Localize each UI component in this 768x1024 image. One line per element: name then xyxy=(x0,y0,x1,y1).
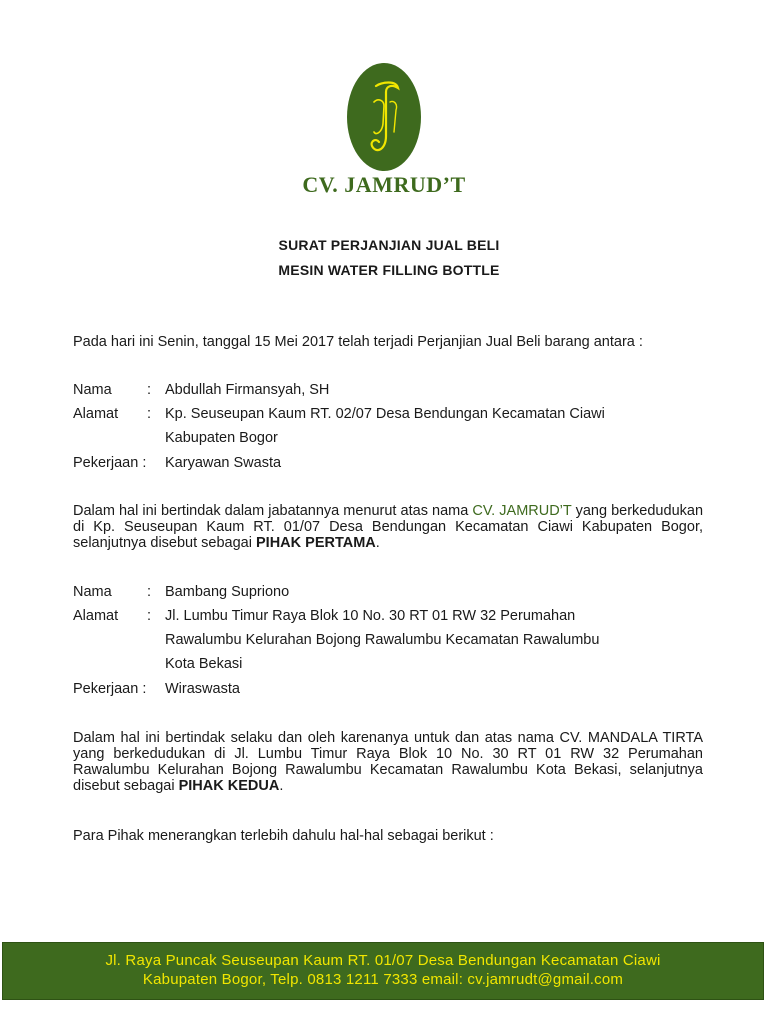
party2-desc-end: . xyxy=(279,778,284,794)
jamrudt-logo xyxy=(346,62,422,172)
colon: : xyxy=(147,584,152,600)
footer-address: Jl. Raya Puncak Seuseupan Kaum RT. 01/07 Desa Bendungan Kecamatan Ciawi xyxy=(105,952,661,969)
party1-alamat-line: Kabupaten Bogor xyxy=(165,430,278,446)
company-name: CV. JAMRUD’T xyxy=(302,172,466,197)
party1-desc-text: yang berkedudukan di Kp. Seuseupan Kaum RT. 01/07 Desa Bendungan Kecamatan Ciawi Kabupaten Bogor, selanjutnya disebut sebagai xyxy=(73,503,704,551)
document-title: SURAT PERJANJIAN JUAL BELI xyxy=(278,237,500,253)
party1-role: PIHAK PERTAMA xyxy=(256,535,376,551)
party1-desc-company: CV. JAMRUD’T xyxy=(472,503,572,519)
footer-address-bar xyxy=(2,942,764,1000)
label-pekerjaan: Pekerjaan : xyxy=(73,455,147,471)
party2-role: PIHAK KEDUA xyxy=(178,778,280,794)
label-nama: Nama xyxy=(73,584,112,600)
party1-desc-end: . xyxy=(375,535,380,551)
colon: : xyxy=(147,406,152,422)
colon: : xyxy=(147,608,152,624)
intro-text: Pada hari ini Senin, tanggal 15 Mei 2017 telah terjadi Perjanjian Jual Beli barang antara : xyxy=(73,334,643,350)
party1-desc-text: Dalam hal ini bertindak dalam jabatannya menurut atas nama xyxy=(73,503,473,519)
party1-description xyxy=(73,503,703,551)
footer-contact: Kabupaten Bogor, Telp. 0813 1211 7333 email: cv.jamrudt@gmail.com xyxy=(142,971,624,988)
label-alamat: Alamat xyxy=(73,608,119,624)
party2-alamat-line: Rawalumbu Kelurahan Bojong Rawalumbu Kecamatan Rawalumbu xyxy=(165,632,600,648)
document-subtitle: MESIN WATER FILLING BOTTLE xyxy=(278,262,500,278)
party2-pekerjaan: Wiraswasta xyxy=(165,681,240,697)
party2-alamat-line: Kota Bekasi xyxy=(165,656,243,672)
party2-alamat-line: Jl. Lumbu Timur Raya Blok 10 No. 30 RT 01 RW 32 Perumahan xyxy=(165,608,576,624)
label-pekerjaan: Pekerjaan : xyxy=(73,681,147,697)
party1-pekerjaan: Karyawan Swasta xyxy=(165,455,282,471)
colon: : xyxy=(147,382,152,398)
party2-desc-text: Dalam hal ini bertindak selaku dan oleh karenanya untuk dan atas nama CV. MANDALA TIRTA yang berkedudukan di Jl. Lumbu Timur Raya Blok 10 No. 30 RT 01 RW 32 Perumahan Rawalumbu Kelurahan Bojong Rawalumbu Kecamatan Rawalumbu Kota Bekasi, selanjutnya disebut sebagai xyxy=(73,730,703,794)
party1-nama: Abdullah Firmansyah, SH xyxy=(165,382,330,398)
closing-text: Para Pihak menerangkan terlebih dahulu hal-hal sebagai berikut : xyxy=(73,828,494,844)
party1-alamat-line: Kp. Seuseupan Kaum RT. 02/07 Desa Bendungan Kecamatan Ciawi xyxy=(165,406,605,422)
party2-description xyxy=(73,730,703,794)
label-alamat: Alamat xyxy=(73,406,119,422)
label-nama: Nama xyxy=(73,382,112,398)
party2-nama: Bambang Supriono xyxy=(165,584,290,600)
